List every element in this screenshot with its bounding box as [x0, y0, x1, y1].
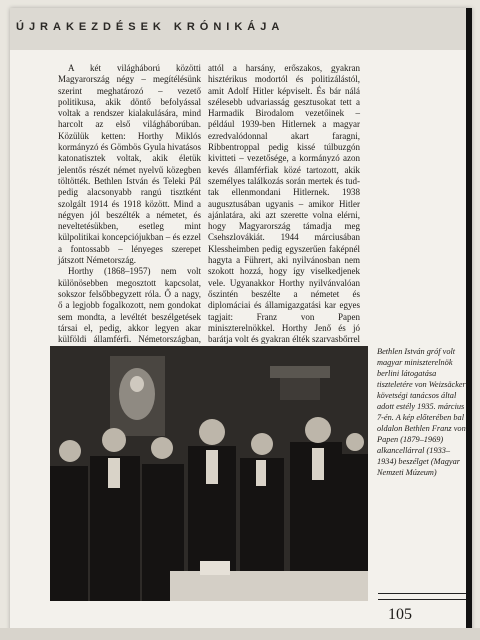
paragraph: A két világháború közötti Magyarország négy – megítélésünk szerint meghatározó – vezető politikusa, akik döntő befolyással voltak a rendszer kialakulására, mind harcolt az első világháborúban. Közülük ketten: Horthy Miklós kormányzó és Gömbös Gyula hivatásos katonatisztek voltak, akik életük jelentős részét német nyelvű közegben töltötték. Bethlen István és Teleki Pál pedig alacsonyabb rangú tisztként szolgált 1914 és 1918 között. Mind a négyen jól beszélték a németet, és neveltetésükben, esetleg mint külpolitikai koncepciójukban – és ezzel a fontossabb – lényeges szerepet játszott Németország. [58, 63, 201, 266]
photo-illustration [50, 346, 368, 601]
bottom-strip [0, 628, 480, 640]
photo-caption: Bethlen István gróf volt magyar miniszterelnök berlini látogatása tiszteletére von Weizsäcker követségi tanácsos által adott estély 1935. március 7-én. A kép előterében bal oldalon Bethlen Franz von Papen (1879–1969) alkancellárral (1933–1934) beszélget (Magyar Nemzeti Múzeum) [377, 347, 466, 477]
edge-rule [466, 8, 472, 632]
paragraph: Horthy (1868–1957) nem volt különösebben megosztott kapcsolat, sokszor felsőbbegyzett róla. Ő a nagy, ő a legjobb fogalkozott, nem gondokat sem mondta, a levéltét beszélgetések társai el, pedig, akkor legyen akar külföldi államférfi. Németországban, [58, 266, 201, 345]
caption-divider [378, 593, 466, 600]
page-number: 105 [388, 606, 412, 623]
running-head: ÚJRAKEZDÉSEK KRÓNIKÁJA [16, 21, 285, 33]
historical-photo [50, 346, 368, 601]
book-page [10, 8, 472, 632]
paragraph: attól a harsány, erőszakos, gyakran hisztérikus modortól és politizálástól, amit Adolf Hitler képviselt. És bár nálá szélesebb udvariasság gesztusokat tett a Harmadik Birodalom vezetőinek – például 1939-ben Hitlernek a magyar ezredvalódonnal akart faragni, Ribbentroppal pedig kissé túlbuzgón kivitteti – vezetősége, a kormányzó azon kevés államférfiak közé tartozott, akik személyes találkozás során mertek és tudtak ellenmondani Hitlernek. 1938 augusztusában ugyanis – amikor Hitler ajánlatára, aki azt szerette volna elérni, hogy Magyarország támadja meg Csehszlovákiát. 1944 márciusában Klessheimben pedig egyszerűen faképnél hagyta a Führert, aki nyilvánosban nem szokott hozzá, hogy így viselkedjenek vele. Ugyanakkor Horthy nyilvánvalóan őszintén beszélte a németet és diplomáciai és államigazgatási kar egyes tagjait: Franz von Papen miniszterelnökkel. Horthy Jenő és jó barátja volt és gyakran élték szarvasbőrrel [208, 63, 360, 345]
